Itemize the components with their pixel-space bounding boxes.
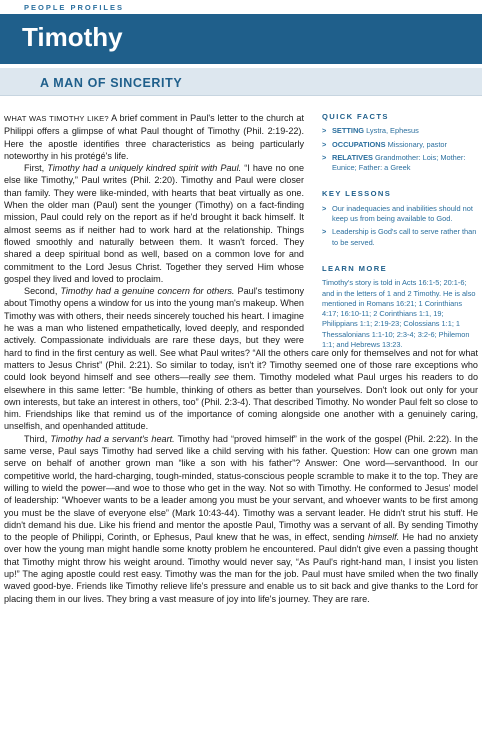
paragraph-text: First, xyxy=(24,163,48,174)
lesson-text: Leadership is God's call to serve rather than to be served. xyxy=(332,227,477,247)
fact-label: RELATIVES xyxy=(332,152,373,162)
lead-in: WHAT WAS TIMOTHY LIKE? xyxy=(4,114,109,123)
fact-relatives xyxy=(322,153,480,174)
lesson-item xyxy=(322,204,480,225)
paragraph-text: “I have no one else like Timothy,” Paul writes (Phil. 2:20). Timothy and Paul were closer than family. They were like-minded, with hearts that beat virtually as one. When the older man (Paul) sent the younger (Timothy) on a fact-finding mission, Paul could rely on the report as if he'd brought it back himself. It almost seems as if neither had to work hard at the relationship. Things flowed smoothly and naturally between them. It wasn't forced. They shared a deep spiritual bond as well, based on a common love for and commitment to the Lord Jesus Christ. Together they served Him whose gospel they lived and loved to proclaim. xyxy=(4,163,304,284)
divider xyxy=(322,256,480,257)
paragraph-text: them. Timothy modeled what Paul urges his readers to do elsewhere in this same letter: “Be humble, thinking of others as better than yourselves. Don't look out only for your own interests, but take an interest in others, too” (Phil. 2:3-4). That described Timothy. No wonder Paul felt so close to him. Friendships like that remind us of the importance of coming alongside one another with a genuinely caring, unselfish, and openhanded attitude. xyxy=(4,372,478,432)
paragraph-text: Timothy had “proved himself” in the work of the gospel (Phil. 2:22). In the same verse, Paul says Timothy had served like a child serving with his father. Question: How can one grown man serve on behalf of another grown man “like a son with his father”? Answer: One word—servanthood. In our competitive world, the hard-charging, tough-minded, status-conscious people scramble to make it to the top. They are willing to wield the power—and woe to those who get in the way. Not so with Timothy. He conformed to Jesus' model of leadership: “Whoever wants to be a leader among you must be your servant, and whoever wants to be first among you must be the slave of everyone else” (Mark 10:43-44). Timothy was a servant leader. He didn't strut his stuff. He didn't demand his due. Like his friend and mentor the apostle Paul, Timothy was a servant of all. By sending Timothy to the people of Philippi, Corinth, or Ephesus, Paul knew that he was, in effect, sending xyxy=(4,433,479,543)
arrow-icon: > xyxy=(322,126,327,136)
fact-value: Grandmother: Lois; Mother: Eunice; Father: a Greek xyxy=(332,152,466,173)
paragraph-text: Third, xyxy=(24,433,51,444)
arrow-icon: > xyxy=(322,139,327,149)
arrow-icon: > xyxy=(322,227,327,237)
fact-occupations xyxy=(322,140,480,150)
section-kicker: PEOPLE PROFILES xyxy=(24,3,125,12)
lesson-item xyxy=(322,227,480,248)
fact-label: SETTING xyxy=(332,126,365,136)
emphasis: Timothy had a uniquely kindred spirit with Paul. xyxy=(47,163,242,174)
profile-sidebar xyxy=(322,112,480,350)
emphasis: Timothy had a genuine concern for others. xyxy=(60,286,235,297)
emphasis: Timothy had a servant's heart. xyxy=(50,433,175,444)
emphasis: himself. xyxy=(367,532,400,543)
arrow-icon: > xyxy=(322,203,327,213)
emphasis: see xyxy=(214,372,230,383)
paragraph-text: A brief comment in Paul's letter to the church at Philippi offers a glimpse of what Paul thought of Timothy (Phil. 2:19-22). Here the apostle identifies three characteristics as being particularly noteworthy in his protégé's life. xyxy=(4,113,305,161)
fact-value: Missionary, pastor xyxy=(387,139,447,149)
learn-more-text: Timothy's story is told in Acts 16:1-5; 20:1-6; and in the letters of 1 and 2 Timothy. He is also mentioned in Romans 16:21; 1 Corinthians 4:17; 16:10-11; 2 Corinthians 1:1, 19; Philippians 1:1; 2:19-23; Colossians 1:1; 1 Thessalonians 1:1-10; 2:3-4; 3:2-6; Philemon 1:1; and Hebrews 13:23. xyxy=(322,278,476,350)
key-lessons-heading: KEY LESSONS xyxy=(322,189,392,199)
fact-value: Lystra, Ephesus xyxy=(366,126,419,136)
fact-label: OCCUPATIONS xyxy=(332,139,386,149)
quick-facts-heading: QUICK FACTS xyxy=(322,112,389,121)
paragraph-text: He had no anxiety over how the young man might handle some knotty problem he encountered. Paul didn't give even a passing thought that Timothy might throw his weight around. Timothy would never say, “As Paul's right-hand man, I insist you listen up!” The aging apostle could rest easy. Timothy was the man for the job. Paul must have smiled when the two finally waved good-bye. Friends like Timothy relieve life's pressure and enable us to sit back and give thanks to the Lord for placing them in our lives. They bring a vast measure of joy into life's journey. They are rare. xyxy=(4,532,478,604)
page-title: Timothy xyxy=(22,22,123,52)
fact-setting xyxy=(322,126,480,136)
page-subtitle: A MAN OF SINCERITY xyxy=(40,76,183,90)
learn-more-heading: LEARN MORE xyxy=(322,263,388,273)
lesson-text: Our inadequacies and inabilities should not keep us from being available to God. xyxy=(332,203,473,224)
paragraph-text: Paul's testimony about Timothy opens a window for us into the young man's makeup. When Timothy was with others, their needs sincerely touched his heart. I imagine he was a man who listened empathetically, loved deeply, and responded actively. Compassionate individuals are rare these days, but they were hard to find in the first century as well. See what Paul writes? “All the others care only for themselves and not for what matters to Jesus Christ” (Phil. 2:21). So similar to today, isn't it? Timothy seemed one of those rare exceptions who could look beyond himself and see others—really xyxy=(4,286,478,383)
paragraph-text: Second, xyxy=(24,286,61,297)
paragraph-servant-heart xyxy=(4,433,478,605)
arrow-icon: > xyxy=(322,152,327,162)
divider xyxy=(322,181,480,182)
